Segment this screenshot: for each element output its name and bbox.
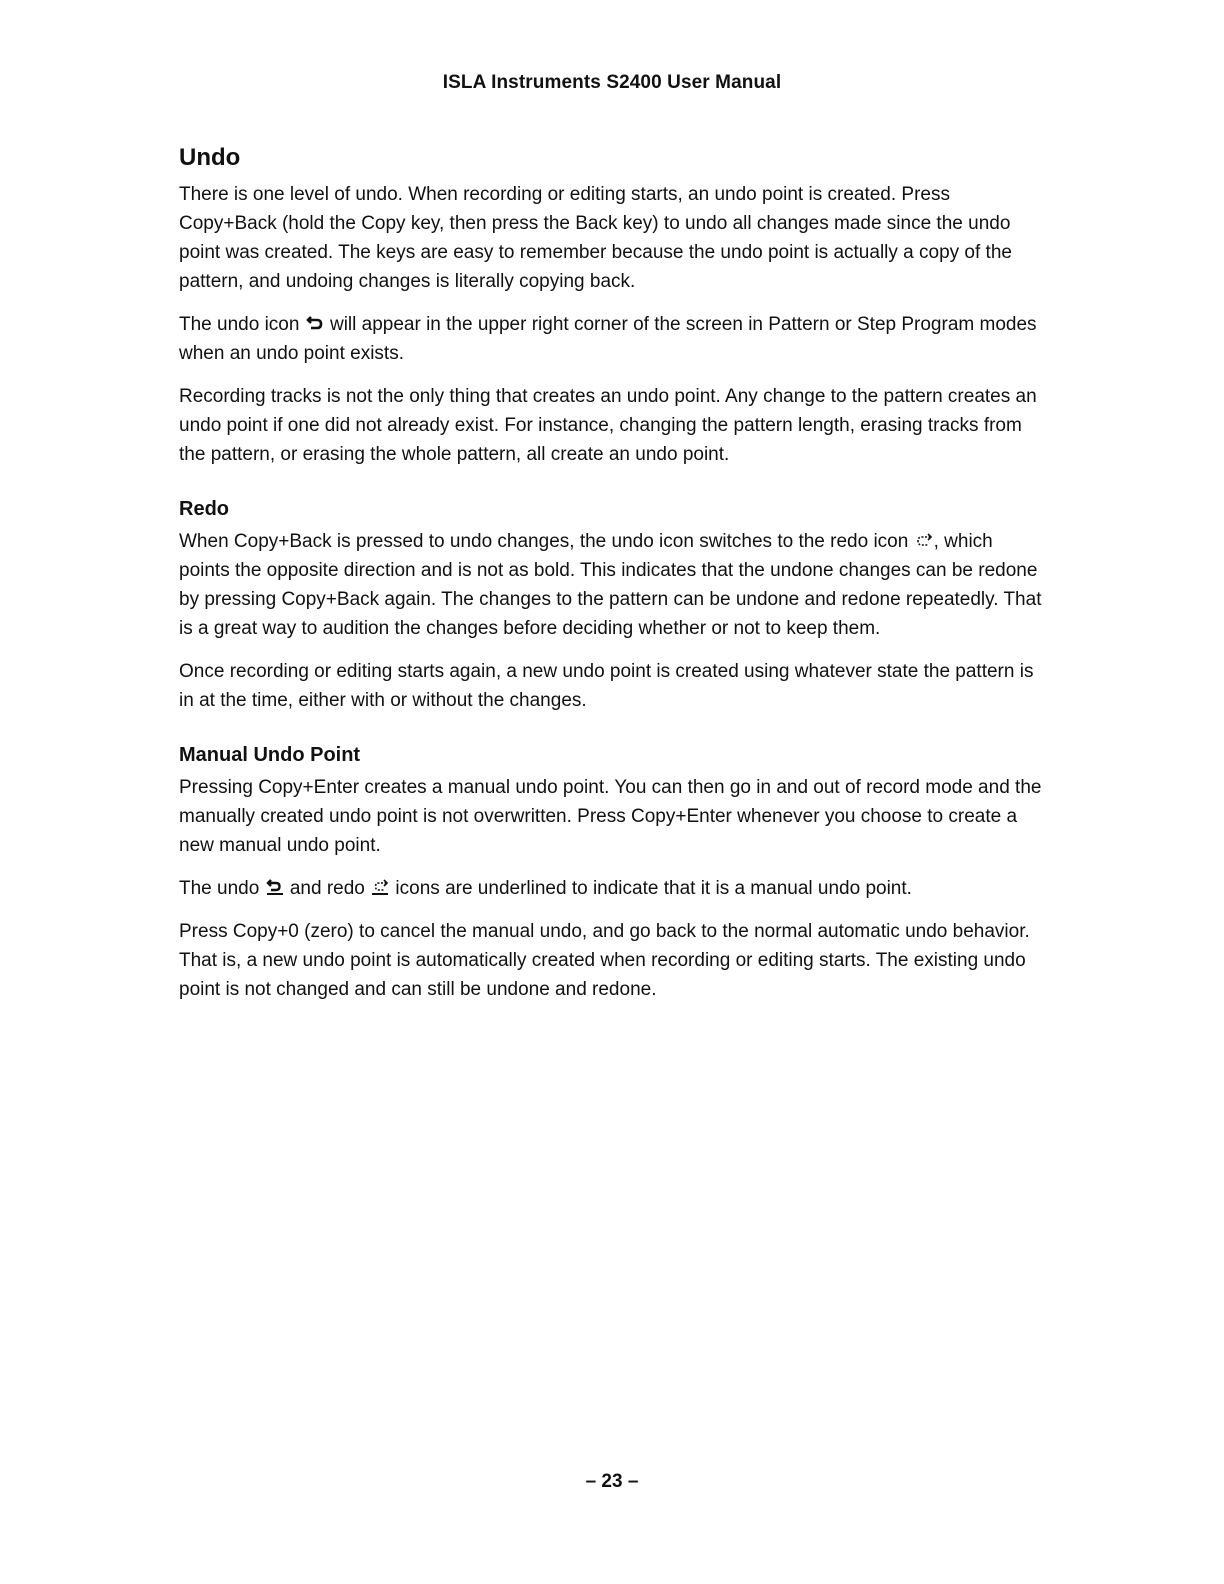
- manual-paragraph-1: Pressing Copy+Enter creates a manual undo point. You can then go in and out of record mode and the manually created undo point is not overwritten. Press Copy+Enter whenever you choose to create a new manual undo point.: [179, 777, 1042, 856]
- page-number: – 23 –: [585, 1471, 639, 1492]
- manual-paragraph-3: Press Copy+0 (zero) to cancel the manual undo, and go back to the normal automatic undo behavior. That is, a new undo point is automatically created when recording or editing starts. The existing undo point is not changed and can still be undone and redone.: [179, 921, 1030, 1000]
- manual-p2-text-c: icons are underlined to indicate that it is a manual undo point.: [390, 878, 912, 899]
- section-heading-manual-undo-point: Manual Undo Point: [179, 744, 361, 766]
- undo-paragraph-1: There is one level of undo. When recording or editing starts, an undo point is created. Press Copy+Back (hold the Copy key, then press the Back key) to undo all changes made since the undo point was created. The keys are easy to remember because the undo point is actually a copy of the pattern, and undoing changes is literally copying back.: [179, 184, 1012, 292]
- section-heading-undo: Undo: [179, 144, 241, 171]
- undo-p2-text-after: will appear in the upper right corner of the screen in Pattern or Step Program modes when an undo point exists.: [179, 314, 1037, 364]
- redo-p1-text-before: When Copy+Back is pressed to undo changes, the undo icon switches to the redo icon: [179, 531, 914, 552]
- manual-paragraph-2: [179, 874, 1045, 903]
- section-heading-redo: Redo: [179, 498, 229, 520]
- running-header: ISLA Instruments S2400 User Manual: [442, 72, 782, 93]
- redo-paragraph-1: [179, 527, 1045, 643]
- manual-p2-text-b: and redo: [284, 878, 371, 899]
- redo-icon: [915, 531, 933, 549]
- undo-paragraph-3: Recording tracks is not the only thing that creates an undo point. Any change to the pattern creates an undo point if one did not already exist. For instance, changing the pattern length, erasing tracks from the pattern, or erasing the whole pattern, all create an undo point.: [179, 386, 1037, 465]
- redo-paragraph-2: Once recording or editing starts again, a new undo point is created using whatever state the pattern is in at the time, either with or without the changes.: [179, 661, 1034, 711]
- manual-p2-text-a: The undo: [179, 878, 265, 899]
- redo-underlined-icon: [371, 878, 389, 896]
- undo-paragraph-2: [179, 310, 1045, 368]
- undo-underlined-icon: [266, 878, 284, 896]
- redo-p1-text-after: , which points the opposite direction and is not as bold. This indicates that the undone changes can be redone by pressing Copy+Back again. The changes to the pattern can be undone and redone repeatedly. That is a great way to audition the changes before deciding whether or not to keep them.: [179, 531, 1042, 639]
- undo-icon: [306, 314, 324, 332]
- undo-p2-text-before: The undo icon: [179, 314, 305, 335]
- page-content: [179, 142, 1045, 1018]
